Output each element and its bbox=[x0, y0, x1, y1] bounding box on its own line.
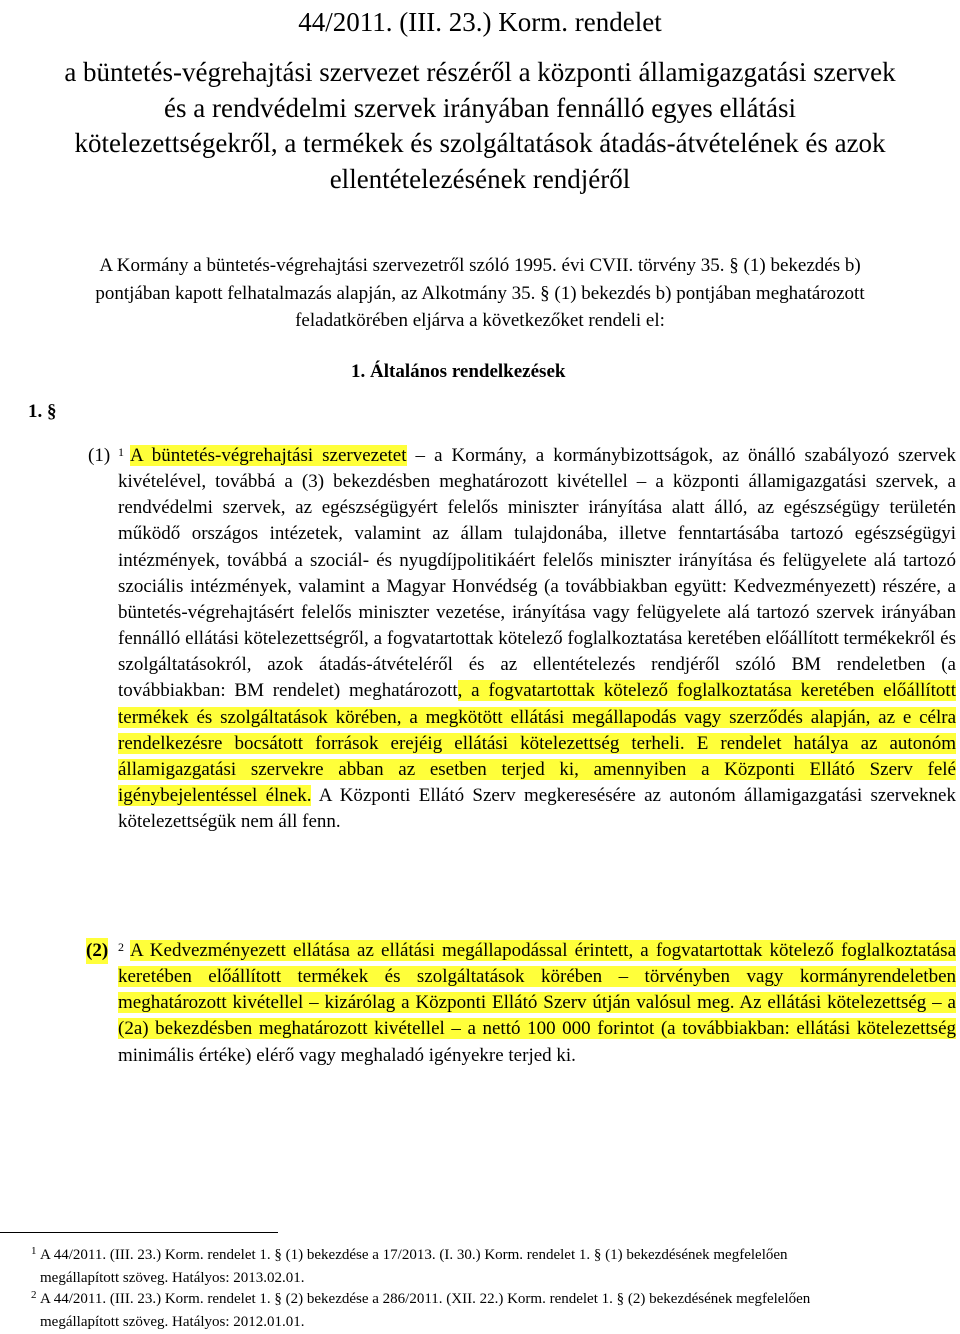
highlighted-text: , a fogvatartottak kötelező foglalkoztatása keretében előállított termékek és szolgáltatások körében, a megkötött ellátási megállapodás vagy szerződés alapján, az e célra rendelkezésre bocsátott források erejéig ellátási kötelezettség terheli. E rendelet hatálya az autonóm államigazgatási szervekre abban az esetben terjed ki, amennyiben a Központi Ellátó Szerv felé igénybejelentéssel élnek. bbox=[118, 680, 956, 807]
footnote-ref[interactable]: 2 bbox=[118, 940, 124, 954]
preamble-line: A Kormány a büntetés-végrehajtási szervezetről szóló 1995. évi CVII. törvény 35. § (1) bekezdés b) bbox=[99, 255, 861, 276]
subtitle-line: ellentételezésének rendjéről bbox=[329, 163, 631, 194]
document-subtitle bbox=[0, 55, 960, 197]
footnote-line: A 44/2011. (III. 23.) Korm. rendelet 1. § (1) bekezdése a 17/2013. (I. 30.) Korm. rendelet 1. § (1) bekezdésének megfelelően bbox=[40, 1247, 788, 1263]
paragraph-text: minimális értéke) elérő vagy meghaladó igényekre terjed ki. bbox=[118, 1044, 576, 1066]
footnote-line: A 44/2011. (III. 23.) Korm. rendelet 1. § (2) bekezdése a 286/2011. (XII. 22.) Korm. rendelet 1. § (2) bekezdésének megfelelően bbox=[40, 1291, 811, 1307]
paragraph-number: (2) bbox=[86, 938, 108, 964]
subtitle-line: a büntetés-végrehajtási szervezet részéről a központi államigazgatási szervek bbox=[64, 57, 896, 87]
document-title: 44/2011. (III. 23.) Korm. rendelet bbox=[298, 7, 662, 37]
section-heading: 1. Általános rendelkezések bbox=[351, 361, 566, 382]
preamble-line: pontjában kapott felhatalmazás alapján, az Alkotmány 35. § (1) bekezdés b) pontjában meghatározott bbox=[95, 282, 865, 304]
footnote-2 bbox=[31, 1288, 940, 1334]
footnote-mark: 2 bbox=[31, 1289, 37, 1301]
subtitle-line: kötelezettségekről, a termékek és szolgáltatások átadás-átvételének és azok bbox=[74, 128, 886, 158]
footnote-1 bbox=[31, 1244, 940, 1290]
section-number: 1. § bbox=[28, 401, 57, 422]
highlighted-text: A Kedvezményezett ellátása az ellátási megállapodással érintett, a fogvatartottak kötelező foglalkoztatása keretében előállított termékek és szolgáltatások körében – törvényben vagy kormányrendeletben meghatározott kivétellel – kizárólag a Központi Ellátó Szerv útján valósul meg. Az ellátási kötelezettség – a (2a) bekezdésben meghatározott kivétellel – a nettó 100 000 forintot (a továbbiakban: ellátási kötelezettség bbox=[118, 940, 956, 1040]
paragraph-text: A Központi Ellátó Szerv megkeresésére az autonóm államigazgatási szerveknek kötelezettségük nem áll fenn. bbox=[118, 785, 956, 833]
preamble bbox=[10, 252, 950, 335]
preamble-line: feladatkörében eljárva a következőket rendeli el: bbox=[295, 310, 665, 331]
footnote-line: megállapított szöveg. Hatályos: 2013.02.01. bbox=[40, 1270, 305, 1286]
paragraph-1 bbox=[88, 443, 956, 835]
footnote-ref[interactable]: 1 bbox=[118, 445, 124, 459]
footnote-mark: 1 bbox=[31, 1245, 37, 1257]
paragraph-number: (1) bbox=[88, 445, 111, 466]
subtitle-line: és a rendvédelmi szervek irányában fennálló egyes ellátási bbox=[164, 92, 796, 123]
footnote-divider bbox=[0, 1232, 278, 1233]
paragraph-text: – a Kormány, a kormánybizottságok, az önálló szabályozó szervek kivételével, továbbá a (3) bekezdésben meghatározott kivétellel – a központi államigazgatási szervek, a rendvédelmi szervek, az egészségügyért felelős miniszter irányítása alatt álló, az egészségügy területén működő országos intézetek, valamint az állam tulajdonába, illetve fenntartásába tartozó egészségügyi intézmények, továbbá a szociál- és nyugdíjpolitikáért felelős miniszter irányítása és felügyelete alá tartozó szociális intézmények, valamint a Magyar Honvédség (a továbbiakban együtt: Kedvezményezett) részére, a büntetés-végrehajtásért felelős miniszter vezetése, irányítása vagy felügyelete alá tartozó szervek irányában fennálló ellátási kötelezettségről, a fogvatartottak kötelező foglalkoztatása keretében előállított termékekről és szolgáltatásokról, azok átadás-átvételéről és az ellentételezés rendjéről szóló BM rendeletben (a továbbiakban: BM rendelet) meghatározott bbox=[118, 445, 956, 702]
footnote-line: megállapított szöveg. Hatályos: 2012.01.01. bbox=[40, 1314, 305, 1330]
highlighted-text: A büntetés-végrehajtási szervezetet bbox=[130, 445, 407, 466]
paragraph-2 bbox=[86, 938, 956, 1069]
